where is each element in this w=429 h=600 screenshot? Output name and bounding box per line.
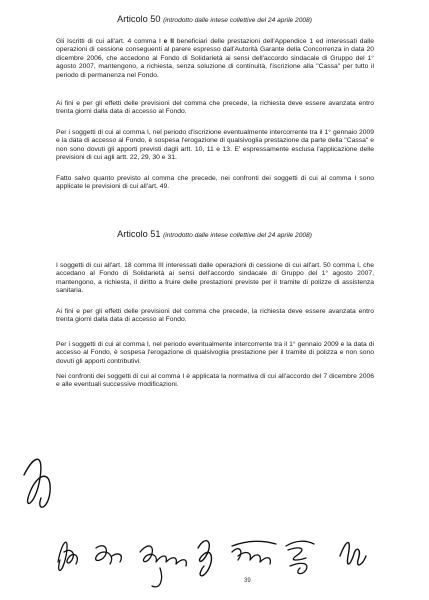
signature-5 bbox=[232, 541, 276, 564]
article-51-subtitle: (introdotto dalle intese collettive del 24 aprile 2008) bbox=[163, 232, 312, 239]
signature-2 bbox=[96, 546, 122, 564]
article-50-subtitle: (introdotto dalle intese collettive del 24 aprile 2008) bbox=[163, 17, 312, 24]
article-51-paragraph-2: Ai fini e per gli effetti delle previsioni del comma che precede, la richiesta deve essere avanzata entro trenta giorni dalla data di accesso al Fondo. bbox=[56, 308, 374, 324]
article-50-paragraph-1-bold: e II bbox=[163, 38, 174, 45]
signature-4 bbox=[198, 541, 211, 576]
article-51-paragraph-3: Per i soggetti di cui al comma I, nel periodo eventualmente intercorrente tra il 1° gennaio 2009 e la data di accesso al Fondo, è sospesa l'erogazione di qualsivoglia prestazione per il tramite di polizza e non sono dovuti gli apporti contributivi. bbox=[56, 341, 374, 365]
article-51-title: Articolo 51 bbox=[117, 229, 161, 239]
signature-7 bbox=[340, 542, 366, 564]
signature-6 bbox=[286, 541, 314, 573]
article-50-title: Articolo 50 bbox=[117, 14, 161, 24]
article-50-paragraph-4: Fatto salvo quanto previsto al comma che precede, nei confronti dei soggetti di cui al comma I sono applicate le previsioni di cui all'art. 49. bbox=[56, 175, 374, 191]
margin-signature bbox=[24, 459, 50, 507]
page-number: 39 bbox=[244, 578, 251, 584]
article-51-paragraph-4: Nei confronti dei soggetti di cui al comma I è applicata la normativa di cui all'accordo del 7 dicembre 2006 e alle eventuali successive modificazioni. bbox=[56, 373, 374, 389]
article-51-paragraph-1: I soggetti di cui all'art. 18 comma III interessati dalle operazioni di cessione di cui all'art. 50 comma I, che accedano al Fondo di Solidarietà ai sensi dell'accordo sindacale di Gruppo del 1° agosto 2007, mantengono, a richiesta, il diritto a fruire delle prestazioni previste per il tramite di polizze di assistenza sanitaria. bbox=[56, 262, 374, 295]
article-50-paragraph-1-text-a: Gli Iscritti di cui all'art. 4 comma I bbox=[56, 38, 164, 45]
article-50-paragraph-3: Per i soggetti di cui al comma I, nel periodo d'iscrizione eventualmente intercorrente tra il 1° gennaio 2009 e la data di accesso al Fondo, è sospesa l'erogazione di qualsivoglia prestazione da parte della "Cassa" e non sono dovuti gli apporti previsti dagli artt. 10, 11 e 13. E' espressamente esclusa l'applicazione delle previsioni di cui agli artt. 22, 29, 30 e 31. bbox=[56, 129, 374, 162]
signature-1 bbox=[58, 542, 77, 570]
article-50-paragraph-1-text-b: beneficiari delle prestazioni dell'Appendice 1 ed interessati dalle operazioni di cessione conseguenti al parere espresso dall'Autorità Garante della Concorrenza in data 20 dicembre 2006, che accedono al Fondo di Solidarietà ai sensi dell'accordo sindacale di Gruppo del 1° agosto 2007, mantengono, a richiesta, senza soluzione di continuità, l'iscrizione alla "Cassa" per tutto il periodo di permanenza nel Fondo. bbox=[56, 38, 374, 79]
signature-3 bbox=[140, 546, 186, 587]
article-50-paragraph-2: Ai fini e per gli effetti delle previsioni del comma che precede, la richiesta deve essere avanzata entro trenta giorni dalla data di accesso al Fondo. bbox=[56, 100, 374, 116]
